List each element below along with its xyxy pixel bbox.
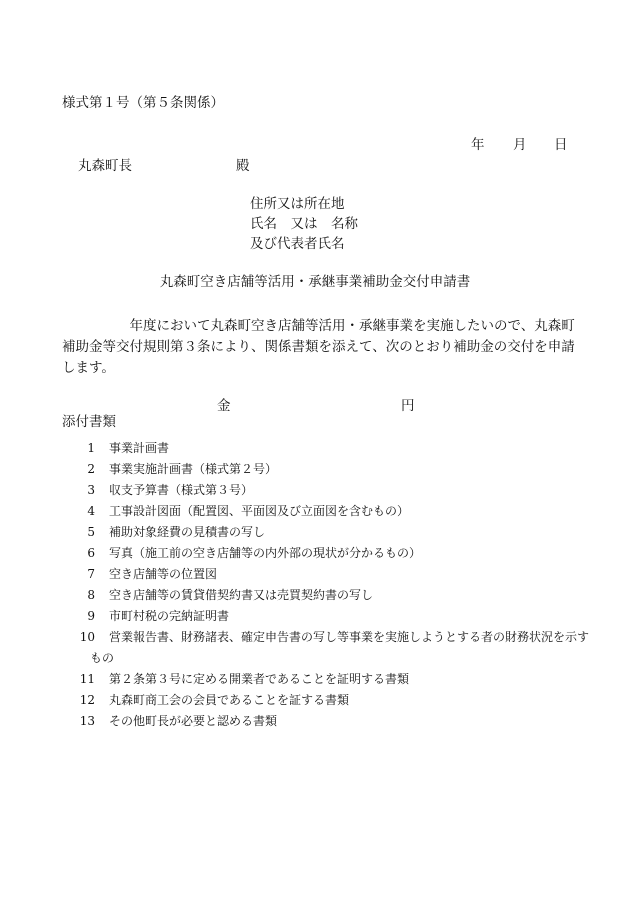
attachments-list (62, 438, 590, 732)
list-item: 11 第２条第３号に定める開業者であることを証明する書類 (79, 672, 410, 686)
form-number: 様式第１号（第５条関係） (62, 95, 224, 111)
body-line: 年度において丸森町空き店舗等活用・承継事業を実施したいので、丸森町 (62, 318, 575, 334)
date-year-label: 年 (471, 137, 485, 153)
applicant-representative-label: 及び代表者氏名 (250, 236, 345, 252)
list-item: 12 丸森町商工会の会員であることを証する書類 (79, 693, 350, 707)
list-item: 13 その他町長が必要と認める書類 (79, 714, 278, 728)
list-item: 10 営業報告書、財務諸表、確定申告書の写し等事業を実施しようとする者の財務状況を示す もの (62, 627, 582, 669)
list-item: 8 空き店舗等の賃貸借契約書又は売買契約書の写し (87, 588, 374, 602)
list-item-continuation: もの (90, 651, 115, 665)
list-item: 1 事業計画書 (87, 441, 170, 455)
body-line: します。 (62, 360, 115, 376)
applicant-address-label: 住所又は所在地 (250, 196, 345, 212)
applicant-name-label: 氏名 又は 名称 (250, 216, 358, 232)
date-month-label: 月 (513, 137, 527, 153)
list-item: 9 市町村税の完納証明書 (87, 609, 230, 623)
attachments-heading: 添付書類 (62, 414, 116, 430)
list-item: 2 事業実施計画書（様式第２号） (87, 462, 278, 476)
amount-prefix: 金 (217, 398, 231, 414)
list-item: 6 写真（施工前の空き店舗等の内外部の現状が分かるもの） (87, 546, 422, 560)
list-item: 4 工事設計図面（配置図、平面図及び立面図を含むもの） (87, 504, 410, 518)
date-day-label: 日 (554, 137, 568, 153)
list-item: 3 収支予算書（様式第３号） (87, 483, 254, 497)
body-line: 補助金等交付規則第３条により、関係書類を添えて、次のとおり補助金の交付を申請 (62, 339, 575, 355)
application-body (62, 316, 582, 379)
addressee: 丸森町長 (78, 158, 132, 174)
list-item: 5 補助対象経費の見積書の写し (87, 525, 266, 539)
amount-suffix: 円 (401, 398, 415, 414)
document-title: 丸森町空き店舗等活用・承継事業補助金交付申請書 (159, 274, 471, 290)
honorific: 殿 (236, 158, 250, 174)
list-item: 7 空き店舗等の位置図 (87, 567, 218, 581)
